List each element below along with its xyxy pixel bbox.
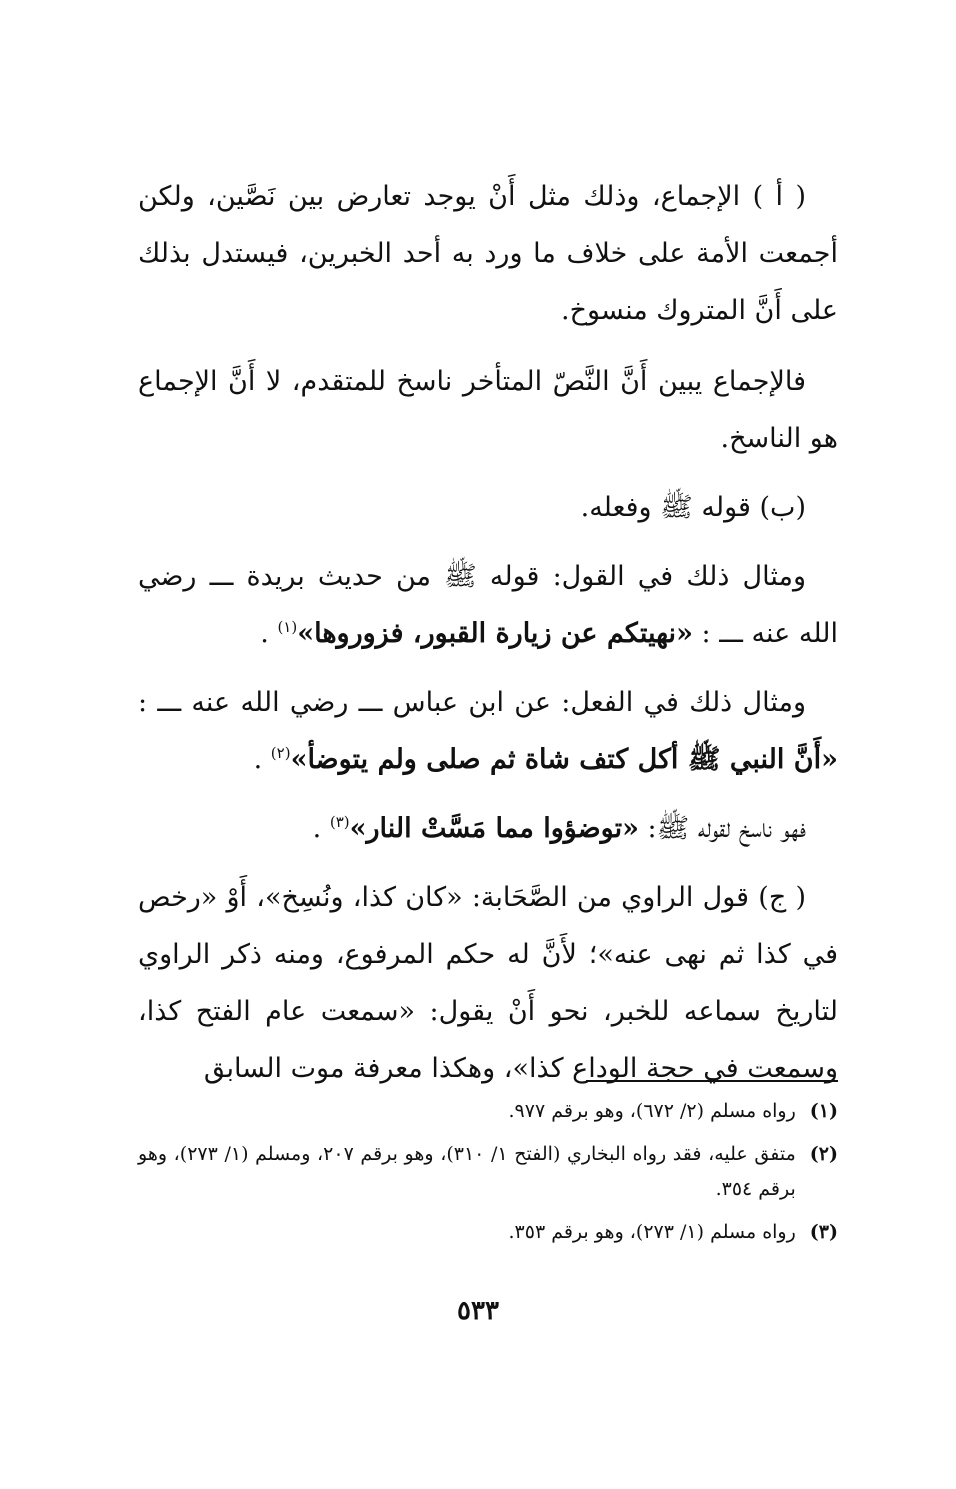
footnote-ref-2: (٢) (270, 744, 291, 762)
paragraph-ijma: ( أ ) الإجماع، وذلك مثل أَنْ يوجد تعارض بين نَصَّين، ولكن أجمعت الأمة على خلاف ما ورد به أحد الخبرين، فيستدل بذلك على أَنَّ المتروك منسوخ. (138, 181, 838, 326)
footnote-text: متفق عليه، فقد رواه البخاري (الفتح ١/ ٣١٠)، وهو برقم ٢٠٧، ومسلم (١/ ٢٧٣)، وهو برقم ٣٥٤. (138, 1143, 796, 1200)
footnote-item (138, 1094, 838, 1129)
footnote-divider (586, 1080, 838, 1082)
page-number: ٥٣٣ (457, 1296, 499, 1326)
footnotes (138, 1094, 838, 1258)
footnote-ref-1: (١) (277, 618, 298, 636)
nasikh-end: . (312, 813, 330, 844)
paragraph-qawl-rawi: ( ج) قول الراوي من الصَّحَابة: «كان كذا، ونُسِخ»، أَوْ «رخص في كذا ثم نهى عنه»؛ لأَنَّ له حكم المرفوع، ومنه ذكر الراوي لتاريخ سماعه للخبر، نحو أَنْ يقول: «سمعت عام الفتح كذا، وسمعت في حجة الوداع كذا»، وهكذا معرفة موت السابق (138, 882, 838, 1084)
example-fil-end: . (253, 744, 271, 775)
paragraph-ijma-explanation: فالإجماع يبين أَنَّ النَّصّ المتأخر ناسخ للمتقدم، لا أَنَّ الإجماع هو الناسخ. (138, 366, 838, 454)
paragraph-nasikh (138, 800, 838, 857)
paragraph-qawl-fil-heading: (ب) قوله ﷺ وفعله. (580, 492, 806, 523)
footnote-text: رواه مسلم (٢/ ٦٧٢)، وهو برقم ٩٧٧. (508, 1100, 796, 1122)
example-fil-quote: «أَنَّ النبي ﷺ أكل كتف شاة ثم صلى ولم يتوضأ» (290, 744, 838, 775)
footnote-number: (١) (809, 1100, 838, 1122)
example-qawl-text: ومثال ذلك في القول: قوله ﷺ من حديث بريدة ـــ رضي الله عنه ـــ : (138, 561, 838, 649)
footnote-number: (٣) (809, 1221, 838, 1243)
nasikh-text: فهو ناسخ لقوله ﷺ: (647, 813, 806, 844)
main-text (138, 168, 838, 1109)
footnote-ref-3: (٣) (329, 813, 350, 831)
footnote-item (138, 1137, 838, 1207)
example-fil-text: ومثال ذلك في الفعل: عن ابن عباس ـــ رضي الله عنه ـــ : (138, 687, 806, 718)
paragraph-example-fil (138, 674, 838, 788)
footnote-number: (٢) (809, 1143, 838, 1165)
example-qawl-end: . (260, 618, 278, 649)
footnote-text: رواه مسلم (١/ ٢٧٣)، وهو برقم ٣٥٣. (508, 1221, 796, 1243)
example-qawl-quote: «نهيتكم عن زيارة القبور، فزوروها» (297, 618, 693, 649)
nasikh-quote: «توضؤوا مما مَسَّتْ النار» (349, 813, 639, 844)
paragraph-example-qawl (138, 548, 838, 662)
footnote-item (138, 1215, 838, 1250)
